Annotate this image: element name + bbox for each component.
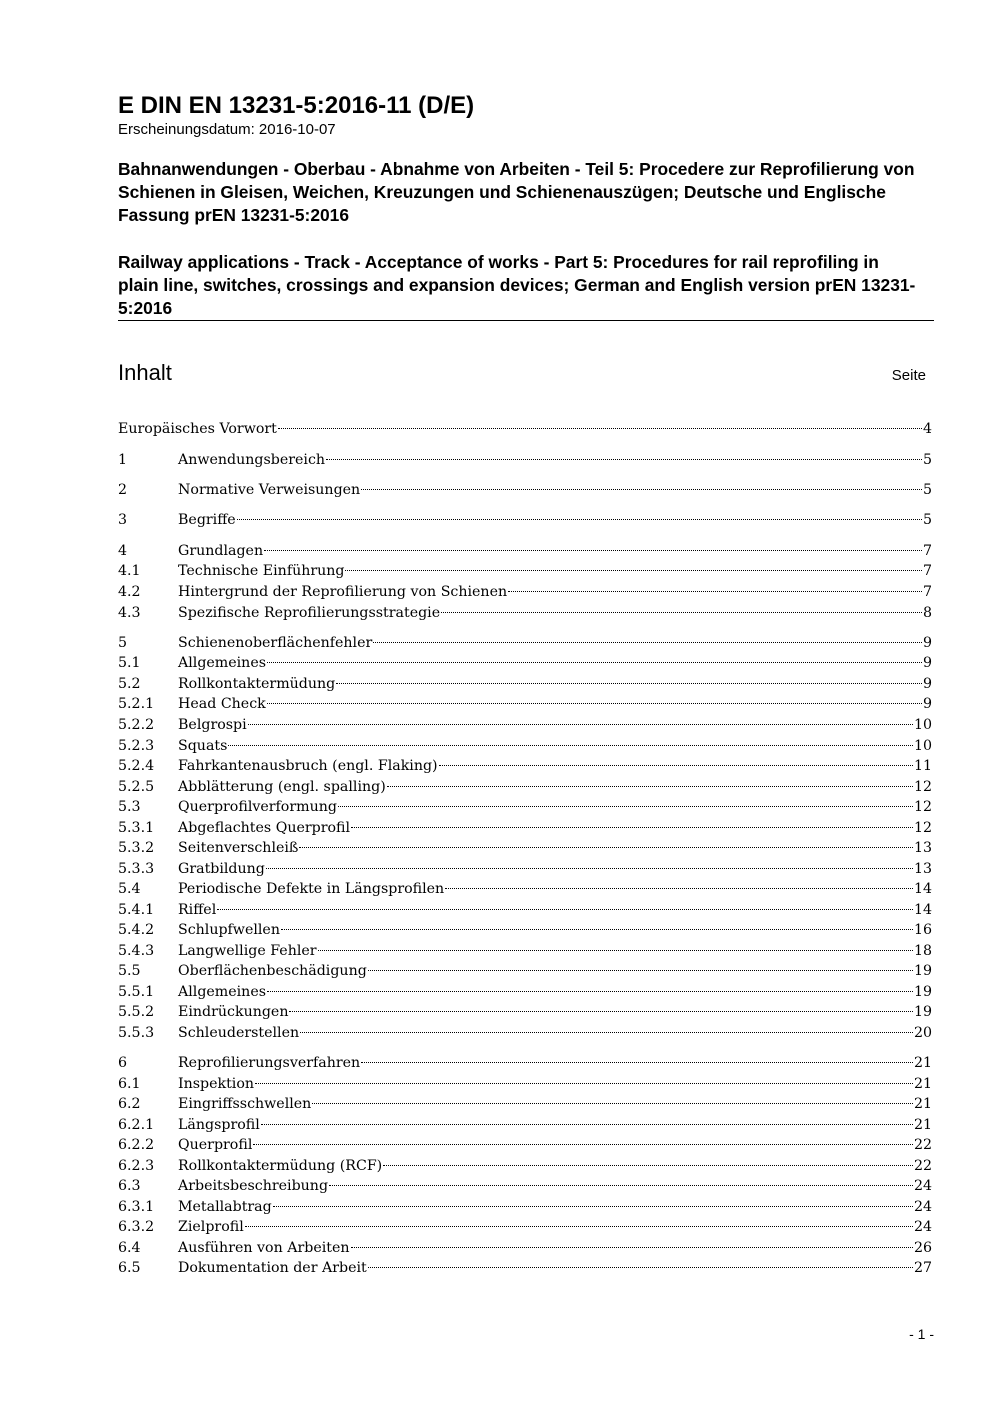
toc-entry-page: 22	[913, 1137, 932, 1153]
toc-entry-title: Abgeflachtes Querprofil	[178, 820, 351, 836]
toc-entry-page: 7	[922, 584, 932, 600]
toc-entry-number: 5.3.2	[118, 840, 155, 856]
toc-entry-number: 5.2.3	[118, 738, 155, 754]
toc-entry-number: 1	[118, 452, 128, 468]
toc-entry-number: 4.2	[118, 584, 141, 600]
toc-entry-title: Reprofilierungsverfahren	[178, 1055, 361, 1071]
header-divider	[118, 320, 934, 321]
toc-dot-leader	[253, 1130, 913, 1145]
toc-entry-page: 10	[913, 717, 932, 733]
toc-entry-title: Seitenverschleiß	[178, 840, 299, 856]
toc-entry-number: 5.2.2	[118, 717, 155, 733]
toc-entry-title: Querprofilverformung	[178, 799, 337, 815]
toc-entry-number: 6.2	[118, 1096, 141, 1112]
toc-entry-title: Hintergrund der Reprofilierung von Schienen	[178, 584, 508, 600]
toc-entry-page: 21	[913, 1096, 932, 1112]
toc-entry-page: 5	[922, 452, 932, 468]
page-number: - 1 -	[909, 1326, 934, 1342]
toc-entry-title: Allgemeines	[178, 984, 266, 1000]
toc-entry[interactable]	[118, 479, 932, 499]
toc-entry-page: 10	[913, 738, 932, 754]
toc-entry-page: 8	[922, 605, 932, 621]
toc-entry-number: 6.2.3	[118, 1158, 155, 1174]
toc-entry-title: Periodische Defekte in Längsprofilen	[178, 881, 445, 897]
toc-entry-page: 7	[922, 543, 932, 559]
toc-dot-leader	[261, 1110, 913, 1125]
toc-entry-page: 12	[913, 820, 932, 836]
toc-entry-number: 5	[118, 635, 128, 651]
toc-dot-leader	[439, 751, 913, 766]
toc-entry-page: 5	[922, 512, 932, 528]
toc-entry-title: Eindrückungen	[178, 1004, 289, 1020]
toc-entry-title: Schlupfwellen	[178, 922, 280, 938]
toc-dot-leader	[255, 1069, 913, 1084]
toc-entry-title: Europäisches Vorwort	[118, 421, 277, 437]
toc-entry-number: 5.5	[118, 963, 141, 979]
toc-entry-page: 13	[913, 840, 932, 856]
toc-entry-title: Normative Verweisungen	[178, 482, 361, 498]
toc-entry-page: 19	[913, 1004, 932, 1020]
toc-entry-title: Technische Einführung	[178, 563, 345, 579]
toc-entry-title: Zielprofil	[178, 1219, 244, 1235]
toc-entry-title: Rollkontaktermüdung (RCF)	[178, 1158, 383, 1174]
toc-entry-title: Begriffe	[178, 512, 236, 528]
toc-entry-page: 19	[913, 984, 932, 1000]
toc-dot-leader	[267, 977, 913, 992]
toc-dot-leader	[278, 414, 922, 429]
toc-dot-leader	[373, 628, 922, 643]
toc-dot-leader	[326, 445, 922, 460]
toc-dot-leader	[351, 813, 913, 828]
toc-dot-leader	[361, 475, 922, 490]
toc-entry-number: 5.5.3	[118, 1025, 155, 1041]
toc-entry-page: 11	[913, 758, 932, 774]
toc-entry-title: Fahrkantenausbruch (engl. Flaking)	[178, 758, 438, 774]
toc-entry-title: Belgrospi	[178, 717, 247, 733]
document-id: E DIN EN 13231-5:2016-11 (D/E)	[118, 92, 475, 119]
toc-entry-number: 5.2.1	[118, 696, 155, 712]
toc-dot-leader	[267, 648, 922, 663]
toc-entry-page: 24	[913, 1219, 932, 1235]
toc-entry-number: 5.5.1	[118, 984, 155, 1000]
toc-dot-leader	[299, 833, 913, 848]
toc-entry-title: Schleuderstellen	[178, 1025, 300, 1041]
toc-entry-number: 6	[118, 1055, 128, 1071]
toc-entry-title: Anwendungsbereich	[178, 452, 326, 468]
toc-entry-page: 9	[922, 676, 932, 692]
toc-dot-leader	[312, 1089, 913, 1104]
toc-dot-leader	[441, 598, 922, 613]
toc-entry-number: 5.3.3	[118, 861, 155, 877]
toc-entry-page: 16	[913, 922, 932, 938]
toc-entry-number: 3	[118, 512, 128, 528]
toc-dot-leader	[345, 556, 921, 571]
toc-entry-page: 7	[922, 563, 932, 579]
toc-entry-page: 12	[913, 799, 932, 815]
toc-entry-number: 4.1	[118, 563, 141, 579]
toc-entry-page: 24	[913, 1199, 932, 1215]
toc-entry-number: 6.4	[118, 1240, 141, 1256]
toc-entry-page: 21	[913, 1055, 932, 1071]
toc-entry-number: 4.3	[118, 605, 141, 621]
title-english: Railway applications - Track - Acceptance of works - Part 5: Procedures for rail reprofiling in plain line, switches, crossings and expansion devices; German and English version prEN 13231-5:2016	[118, 252, 916, 318]
toc-dot-leader	[264, 536, 922, 551]
toc-entry-title: Spezifische Reprofilierungsstrategie	[178, 605, 441, 621]
toc-entry-title: Riffel	[178, 902, 217, 918]
toc-entry-title: Inspektion	[178, 1076, 255, 1092]
toc-entry-page: 22	[913, 1158, 932, 1174]
toc-entry-number: 6.3.1	[118, 1199, 155, 1215]
toc-entry-number: 6.3	[118, 1178, 141, 1194]
toc-entry-title: Eingriffsschwellen	[178, 1096, 312, 1112]
toc-entry-page: 9	[922, 635, 932, 651]
toc-entry-page: 4	[922, 421, 932, 437]
toc-entry-page: 13	[913, 861, 932, 877]
toc-dot-leader	[329, 1171, 913, 1186]
toc-entry-page: 12	[913, 779, 932, 795]
toc-entry-number: 5.3	[118, 799, 141, 815]
toc-entry-title: Ausführen von Arbeiten	[178, 1240, 350, 1256]
toc-entry[interactable]	[118, 418, 932, 438]
toc-entry-number: 2	[118, 482, 128, 498]
toc-entry-title: Squats	[178, 738, 228, 754]
toc-dot-leader	[383, 1151, 913, 1166]
toc-entry-number: 6.3.2	[118, 1219, 155, 1235]
toc-dot-leader	[228, 731, 913, 746]
publication-date: Erscheinungsdatum: 2016-10-07	[118, 121, 336, 138]
toc-dot-leader	[217, 895, 913, 910]
toc-entry-title: Längsprofil	[178, 1117, 260, 1133]
toc-entry-title: Head Check	[178, 696, 266, 712]
toc-entry-page: 9	[922, 655, 932, 671]
toc-dot-leader	[267, 689, 922, 704]
toc-entry-title: Allgemeines	[178, 655, 266, 671]
toc-dot-leader	[508, 577, 922, 592]
toc-dot-leader	[237, 505, 922, 520]
toc-entry-title: Grundlagen	[178, 543, 264, 559]
toc-entry-number: 6.1	[118, 1076, 141, 1092]
toc-entry-page: 20	[913, 1025, 932, 1041]
toc-dot-leader	[368, 956, 913, 971]
toc-entry-number: 5.5.2	[118, 1004, 155, 1020]
toc-dot-leader	[445, 874, 913, 889]
toc-entry-number: 5.4.2	[118, 922, 155, 938]
toc-dot-leader	[281, 915, 913, 930]
toc-entry-title: Metallabtrag	[178, 1199, 272, 1215]
toc-dot-leader	[273, 1192, 913, 1207]
toc-entry-number: 6.2.2	[118, 1137, 155, 1153]
toc-entry-page: 27	[913, 1260, 932, 1276]
toc-entry-page: 21	[913, 1117, 932, 1133]
toc-entry-title: Dokumentation der Arbeit	[178, 1260, 367, 1276]
toc-entry-number: 5.2	[118, 676, 141, 692]
toc-entry[interactable]	[118, 1257, 932, 1277]
toc-entry-page: 21	[913, 1076, 932, 1092]
toc-entry-title: Gratbildung	[178, 861, 265, 877]
toc-entry-title: Schienenoberflächenfehler	[178, 635, 373, 651]
toc-dot-leader	[300, 1018, 913, 1033]
toc-entry-number: 6.2.1	[118, 1117, 155, 1133]
title-german: Bahnanwendungen - Oberbau - Abnahme von Arbeiten - Teil 5: Procedere zur Reprofilierung von Schienen in Gleisen, Weichen, Kreuzungen und Schienenauszügen; Deutsche und Englische Fassung prEN 13231-5:2016	[118, 159, 915, 225]
toc-entry-number: 6.5	[118, 1260, 141, 1276]
toc-entry[interactable]	[118, 449, 932, 469]
toc-dot-leader	[361, 1048, 913, 1063]
toc-dot-leader	[336, 669, 922, 684]
toc-entry-page: 14	[913, 902, 932, 918]
toc-entry-title: Rollkontaktermüdung	[178, 676, 336, 692]
toc-entry[interactable]	[118, 509, 932, 529]
toc-entry-number: 5.1	[118, 655, 141, 671]
toc-entry-page: 24	[913, 1178, 932, 1194]
toc-entry[interactable]	[118, 602, 932, 622]
toc-dot-leader	[338, 792, 913, 807]
toc-entry-number: 5.3.1	[118, 820, 155, 836]
toc-entry-number: 5.2.4	[118, 758, 155, 774]
toc-entry-number: 4	[118, 543, 128, 559]
toc-dot-leader	[368, 1253, 913, 1268]
toc-entry-number: 5.4	[118, 881, 141, 897]
toc-entry-title: Arbeitsbeschreibung	[178, 1178, 329, 1194]
toc-entry-number: 5.2.5	[118, 779, 155, 795]
toc-dot-leader	[266, 854, 913, 869]
toc-entry-title: Langwellige Fehler	[178, 943, 317, 959]
toc-dot-leader	[289, 997, 912, 1012]
toc-entry-title: Oberflächenbeschädigung	[178, 963, 367, 979]
toc-dot-leader	[318, 936, 913, 951]
toc-entry-page: 18	[913, 943, 932, 959]
toc-entry-title: Abblätterung (engl. spalling)	[178, 779, 386, 795]
toc-dot-leader	[351, 1233, 913, 1248]
toc-entry-page: 5	[922, 482, 932, 498]
toc-entry-page: 19	[913, 963, 932, 979]
toc-heading: Inhalt	[118, 360, 172, 385]
toc-page-label: Seite	[891, 367, 926, 384]
toc-entry-number: 5.4.1	[118, 902, 155, 918]
toc-dot-leader	[248, 710, 913, 725]
toc-dot-leader	[387, 772, 913, 787]
toc-entry-page: 14	[913, 881, 932, 897]
toc-entry[interactable]	[118, 1022, 932, 1042]
toc-entry-number: 5.4.3	[118, 943, 155, 959]
toc-entry-page: 26	[913, 1240, 932, 1256]
toc-entry-page: 9	[922, 696, 932, 712]
toc-entry-title: Querprofil	[178, 1137, 253, 1153]
toc-dot-leader	[245, 1212, 913, 1227]
